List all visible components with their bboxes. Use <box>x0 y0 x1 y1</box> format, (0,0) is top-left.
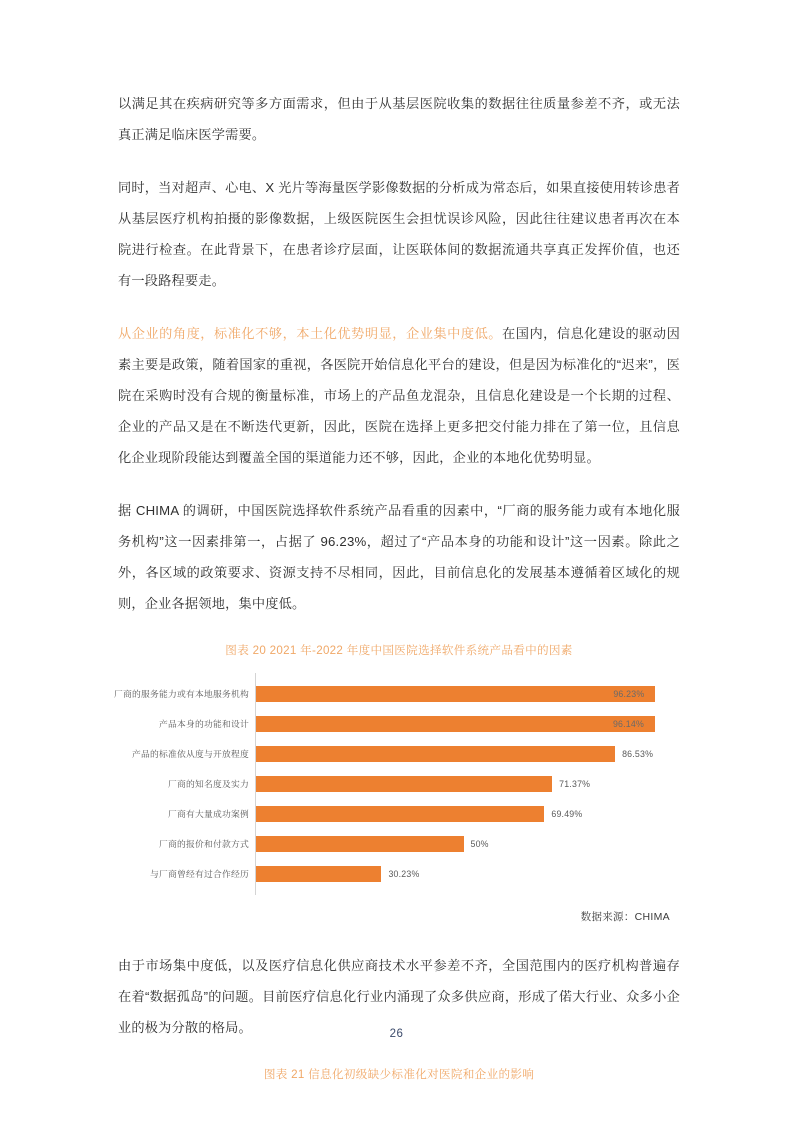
bar-value-label: 86.53% <box>622 749 654 759</box>
bar-track <box>256 829 680 859</box>
bar-row <box>168 769 680 799</box>
bar-category-label: 厂商的报价和付款方式 <box>159 839 249 849</box>
bar-category-label: 厂商的服务能力或有本地服务机构 <box>114 689 249 699</box>
bar-value-label: 96.23% <box>613 689 645 699</box>
figure-20-chart <box>114 673 680 924</box>
bar-row <box>114 679 680 709</box>
bar-category-label: 厂商有大量成功案例 <box>168 809 249 819</box>
bar-track <box>256 859 680 889</box>
paragraph-4: 据 CHIMA 的调研，中国医院选择软件系统产品看重的因素中，“厂商的服务能力或有本地化服务机构”这一因素排第一，占据了 96.23%，超过了“产品本身的功能和设计”这一因素。除此之外，各区域的政策要求、资源支持不尽相同，因此，目前信息化的发展基本遵循着区域化的规则，企业各据领地，集中度低。 <box>118 503 680 611</box>
bar-fill <box>256 776 552 792</box>
bar-row <box>150 859 680 889</box>
page-content <box>114 88 680 1085</box>
bar-fill <box>256 746 615 762</box>
bar-row <box>159 709 680 739</box>
bar-category-label: 与厂商曾经有过合作经历 <box>150 869 249 879</box>
bar-track <box>256 709 680 739</box>
paragraph-1: 以满足其在疾病研究等多方面需求，但由于从基层医院收集的数据往往质量参差不齐，或无法真正满足临床医学需要。 <box>118 96 680 142</box>
bar-row <box>159 829 680 859</box>
bar-chart <box>114 673 680 895</box>
bar-track <box>256 799 680 829</box>
bar-chart-plot-area <box>114 673 680 895</box>
bar-fill <box>256 836 464 852</box>
bar-value-label: 71.37% <box>559 779 591 789</box>
bar-value-label: 30.23% <box>388 869 420 879</box>
bar-category-label: 产品本身的功能和设计 <box>159 719 249 729</box>
paragraph-3 <box>118 318 680 473</box>
paragraph-5: 由于市场集中度低，以及医疗信息化供应商技术水平参差不齐，全国范围内的医疗机构普遍存在着“数据孤岛”的问题。目前医疗信息化行业内涌现了众多供应商，形成了偌大行业、众多小企业的极为分散的格局。 <box>118 958 680 1035</box>
bar-row <box>132 739 680 769</box>
highlighted-lead-sentence: 从企业的角度，标准化不够，本土化优势明显，企业集中度低。 <box>118 326 503 341</box>
bar-category-label: 厂商的知名度及实力 <box>168 779 249 789</box>
bar-row <box>168 799 680 829</box>
bar-value-label: 69.49% <box>551 809 583 819</box>
figure-20-caption: 图表 20 2021 年-2022 年度中国医院选择软件系统产品看中的因素 <box>225 644 573 657</box>
bar-category-label: 产品的标准依从度与开放程度 <box>132 749 249 759</box>
bar-fill <box>256 686 655 702</box>
figure-21-caption: 图表 21 信息化初级缺少标准化对医院和企业的影响 <box>263 1068 535 1081</box>
bar-value-label: 50% <box>470 839 489 849</box>
bar-fill <box>256 866 381 882</box>
bar-fill <box>256 806 544 822</box>
bar-fill <box>256 716 655 732</box>
bar-track <box>256 679 680 709</box>
bar-track <box>256 739 680 769</box>
bar-value-label: 96.14% <box>612 719 645 729</box>
chart-source-note: 数据来源：CHIMA <box>580 911 670 923</box>
paragraph-2: 同时，当对超声、心电、X 光片等海量医学影像数据的分析成为常态后，如果直接使用转诊患者从基层医疗机构拍摄的影像数据，上级医院医生会担忧误诊风险，因此往往建议患者再次在本院进行检查。在此背景下，在患者诊疗层面，让医联体间的数据流通共享真正发挥价值，也还有一段路程要走。 <box>118 180 680 288</box>
bar-track <box>256 769 680 799</box>
page-number: 26 <box>389 1028 404 1040</box>
paragraph-3-rest: 在国内，信息化建设的驱动因素主要是政策，随着国家的重视，各医院开始信息化平台的建设，但是因为标准化的“迟来”，医院在采购时没有合规的衡量标准，市场上的产品鱼龙混杂，且信息化建设是一个长期的过程、企业的产品又是在不断迭代更新，因此，医院在选择上更多把交付能力排在了第一位，且信息化企业现阶段能达到覆盖全国的渠道能力还不够，因此，企业的本地化优势明显。 <box>118 326 680 465</box>
